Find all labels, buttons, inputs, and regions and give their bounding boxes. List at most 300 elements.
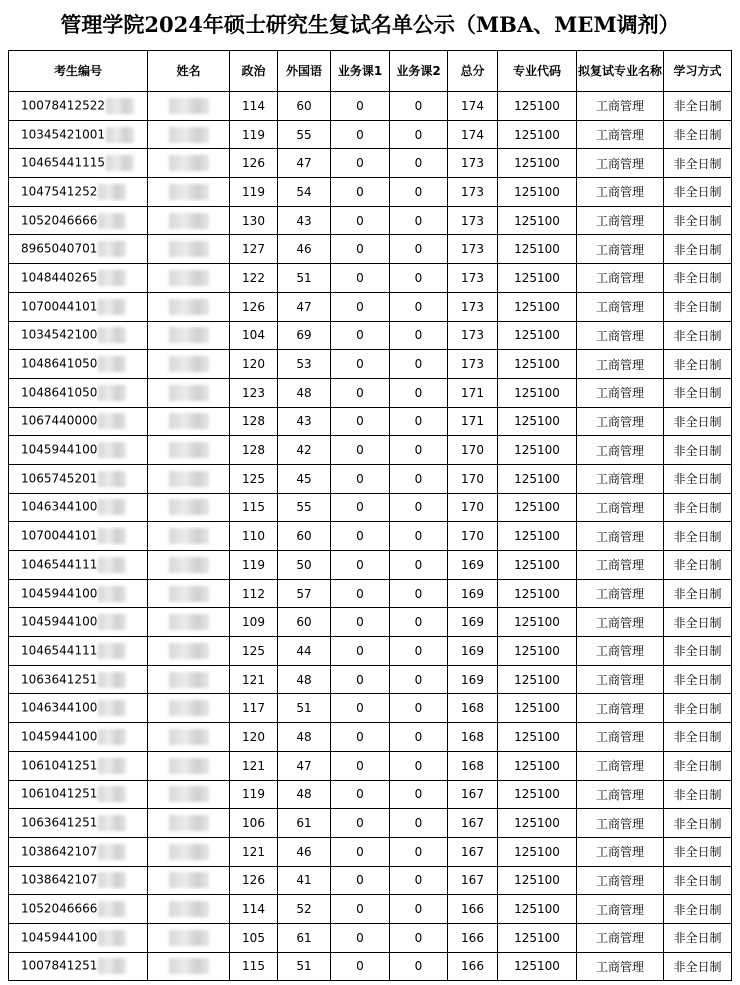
table-row: [9, 264, 732, 293]
cell-course-2: 0: [390, 809, 448, 838]
cell-major-code: 125100: [498, 350, 577, 379]
table-row: [9, 723, 732, 752]
cell-course-2: 0: [390, 665, 448, 694]
cell-exam-id: [9, 723, 148, 752]
cell-study-mode: 非全日制: [664, 923, 732, 952]
cell-major-name: 工商管理: [577, 723, 664, 752]
redaction-mask: [106, 155, 134, 171]
cell-foreign-language: 47: [278, 149, 331, 178]
cell-course-1: 0: [331, 321, 390, 350]
table-row: [9, 436, 732, 465]
cell-major-name: 工商管理: [577, 551, 664, 580]
cell-course-2: 0: [390, 493, 448, 522]
cell-major-name: 工商管理: [577, 120, 664, 149]
cell-major-code: 125100: [498, 178, 577, 207]
exam-id-text: 1052046666: [21, 213, 98, 228]
cell-course-1: 0: [331, 292, 390, 321]
cell-course-1: 0: [331, 522, 390, 551]
cell-politics: 123: [230, 378, 278, 407]
redaction-mask: [169, 213, 209, 229]
cell-course-1: 0: [331, 120, 390, 149]
cell-course-2: 0: [390, 350, 448, 379]
cell-exam-id: [9, 895, 148, 924]
redaction-mask: [98, 901, 126, 917]
cell-course-2: 0: [390, 178, 448, 207]
cell-foreign-language: 45: [278, 464, 331, 493]
cell-course-1: 0: [331, 665, 390, 694]
exam-id-text: 1048641050: [21, 356, 98, 371]
cell-politics: 121: [230, 665, 278, 694]
redaction-mask: [106, 127, 134, 143]
cell-study-mode: 非全日制: [664, 895, 732, 924]
redaction-mask: [169, 327, 209, 343]
cell-study-mode: 非全日制: [664, 92, 732, 121]
redaction-mask: [169, 930, 209, 946]
cell-politics: 110: [230, 522, 278, 551]
redaction-mask: [169, 442, 209, 458]
redaction-mask: [98, 815, 126, 831]
redaction-mask: [98, 413, 126, 429]
cell-course-2: 0: [390, 895, 448, 924]
cell-total: 170: [448, 493, 498, 522]
cell-total: 174: [448, 120, 498, 149]
cell-name: [148, 895, 230, 924]
cell-exam-id: [9, 378, 148, 407]
cell-foreign-language: 61: [278, 809, 331, 838]
cell-name: [148, 665, 230, 694]
cell-major-name: 工商管理: [577, 206, 664, 235]
redaction-mask: [169, 758, 209, 774]
exam-id-text: 1038642107: [21, 844, 98, 859]
cell-exam-id: [9, 206, 148, 235]
cell-politics: 121: [230, 751, 278, 780]
redaction-mask: [169, 614, 209, 630]
exam-id-text: 1065745201: [21, 471, 98, 486]
cell-major-name: 工商管理: [577, 464, 664, 493]
cell-study-mode: 非全日制: [664, 723, 732, 752]
redaction-mask: [169, 872, 209, 888]
cell-study-mode: 非全日制: [664, 264, 732, 293]
cell-course-1: 0: [331, 206, 390, 235]
cell-course-1: 0: [331, 923, 390, 952]
cell-total: 173: [448, 178, 498, 207]
column-header-major-name: 拟复试专业名称: [577, 51, 664, 92]
cell-exam-id: [9, 780, 148, 809]
cell-major-name: 工商管理: [577, 952, 664, 981]
exam-id-text: 10345421001: [21, 127, 105, 142]
redaction-mask: [98, 241, 126, 257]
redaction-mask: [98, 672, 126, 688]
cell-major-code: 125100: [498, 780, 577, 809]
cell-course-2: 0: [390, 235, 448, 264]
redaction-mask: [98, 786, 126, 802]
cell-politics: 120: [230, 723, 278, 752]
cell-course-1: 0: [331, 694, 390, 723]
redaction-mask: [98, 442, 126, 458]
redaction-mask: [98, 356, 126, 372]
redaction-mask: [169, 729, 209, 745]
table-header-row: [9, 51, 732, 92]
redaction-mask: [169, 385, 209, 401]
cell-name: [148, 551, 230, 580]
cell-foreign-language: 60: [278, 92, 331, 121]
cell-politics: 104: [230, 321, 278, 350]
cell-foreign-language: 54: [278, 178, 331, 207]
cell-study-mode: 非全日制: [664, 120, 732, 149]
cell-major-code: 125100: [498, 321, 577, 350]
cell-course-1: 0: [331, 149, 390, 178]
cell-course-1: 0: [331, 866, 390, 895]
cell-course-1: 0: [331, 493, 390, 522]
cell-exam-id: [9, 579, 148, 608]
cell-politics: 119: [230, 120, 278, 149]
table-row: [9, 321, 732, 350]
cell-exam-id: [9, 637, 148, 666]
cell-name: [148, 751, 230, 780]
exam-id-text: 1061041251: [21, 786, 98, 801]
cell-name: [148, 723, 230, 752]
column-header-course-1: 业务课1: [331, 51, 390, 92]
exam-id-text: 1045944100: [21, 586, 98, 601]
cell-course-2: 0: [390, 694, 448, 723]
table-row: [9, 866, 732, 895]
cell-major-name: 工商管理: [577, 178, 664, 207]
cell-major-code: 125100: [498, 837, 577, 866]
cell-course-2: 0: [390, 149, 448, 178]
cell-name: [148, 149, 230, 178]
cell-foreign-language: 48: [278, 780, 331, 809]
table-row: [9, 579, 732, 608]
cell-total: 168: [448, 694, 498, 723]
table-row: [9, 464, 732, 493]
cell-major-code: 125100: [498, 608, 577, 637]
cell-course-1: 0: [331, 780, 390, 809]
cell-exam-id: [9, 866, 148, 895]
column-header-study-mode: 学习方式: [664, 51, 732, 92]
cell-major-name: 工商管理: [577, 407, 664, 436]
exam-id-text: 1052046666: [21, 901, 98, 916]
candidate-table: [8, 50, 732, 981]
cell-name: [148, 120, 230, 149]
cell-major-code: 125100: [498, 206, 577, 235]
cell-foreign-language: 42: [278, 436, 331, 465]
column-header-total: 总分: [448, 51, 498, 92]
exam-id-text: 1047541252: [21, 184, 98, 199]
redaction-mask: [98, 844, 126, 860]
table-row: [9, 637, 732, 666]
column-header-major-code: 专业代码: [498, 51, 577, 92]
exam-id-text: 8965040701: [21, 241, 98, 256]
cell-course-1: 0: [331, 837, 390, 866]
cell-major-code: 125100: [498, 378, 577, 407]
cell-name: [148, 464, 230, 493]
exam-id-text: 1007841251: [21, 958, 98, 973]
cell-total: 166: [448, 923, 498, 952]
cell-major-name: 工商管理: [577, 608, 664, 637]
cell-exam-id: [9, 178, 148, 207]
cell-major-code: 125100: [498, 665, 577, 694]
cell-name: [148, 264, 230, 293]
table-row: [9, 493, 732, 522]
cell-major-code: 125100: [498, 751, 577, 780]
cell-total: 169: [448, 665, 498, 694]
cell-exam-id: [9, 665, 148, 694]
cell-politics: 114: [230, 895, 278, 924]
exam-id-text: 1046344100: [21, 499, 98, 514]
cell-study-mode: 非全日制: [664, 436, 732, 465]
cell-name: [148, 866, 230, 895]
cell-course-1: 0: [331, 723, 390, 752]
cell-total: 167: [448, 809, 498, 838]
cell-foreign-language: 44: [278, 637, 331, 666]
cell-study-mode: 非全日制: [664, 149, 732, 178]
cell-foreign-language: 51: [278, 264, 331, 293]
cell-course-1: 0: [331, 551, 390, 580]
cell-foreign-language: 53: [278, 350, 331, 379]
cell-course-2: 0: [390, 923, 448, 952]
cell-total: 167: [448, 837, 498, 866]
cell-course-2: 0: [390, 522, 448, 551]
cell-major-name: 工商管理: [577, 665, 664, 694]
cell-politics: 130: [230, 206, 278, 235]
table-row: [9, 923, 732, 952]
redaction-mask: [169, 557, 209, 573]
cell-major-code: 125100: [498, 120, 577, 149]
cell-course-2: 0: [390, 436, 448, 465]
cell-major-name: 工商管理: [577, 751, 664, 780]
exam-id-text: 1034542100: [21, 327, 98, 342]
cell-major-name: 工商管理: [577, 809, 664, 838]
cell-study-mode: 非全日制: [664, 780, 732, 809]
cell-foreign-language: 46: [278, 837, 331, 866]
redaction-mask: [169, 700, 209, 716]
cell-politics: 120: [230, 350, 278, 379]
cell-total: 173: [448, 206, 498, 235]
cell-total: 166: [448, 952, 498, 981]
redaction-mask: [98, 270, 126, 286]
exam-id-text: 1045944100: [21, 442, 98, 457]
redaction-mask: [169, 127, 209, 143]
cell-major-name: 工商管理: [577, 522, 664, 551]
table-row: [9, 665, 732, 694]
exam-id-text: 1070044101: [21, 299, 98, 314]
cell-study-mode: 非全日制: [664, 292, 732, 321]
cell-politics: 112: [230, 579, 278, 608]
cell-name: [148, 378, 230, 407]
cell-study-mode: 非全日制: [664, 178, 732, 207]
cell-exam-id: [9, 120, 148, 149]
cell-name: [148, 178, 230, 207]
cell-name: [148, 493, 230, 522]
cell-major-name: 工商管理: [577, 436, 664, 465]
cell-exam-id: [9, 608, 148, 637]
cell-exam-id: [9, 92, 148, 121]
column-header-foreign-language: 外国语: [278, 51, 331, 92]
cell-name: [148, 608, 230, 637]
cell-course-1: 0: [331, 264, 390, 293]
cell-study-mode: 非全日制: [664, 637, 732, 666]
redaction-mask: [98, 958, 126, 974]
cell-major-code: 125100: [498, 92, 577, 121]
redaction-mask: [169, 270, 209, 286]
column-header-exam-id: 考生编号: [9, 51, 148, 92]
cell-exam-id: [9, 436, 148, 465]
cell-major-name: 工商管理: [577, 923, 664, 952]
cell-major-name: 工商管理: [577, 493, 664, 522]
cell-study-mode: 非全日制: [664, 809, 732, 838]
cell-course-1: 0: [331, 751, 390, 780]
column-header-course-2: 业务课2: [390, 51, 448, 92]
cell-total: 167: [448, 780, 498, 809]
cell-name: [148, 407, 230, 436]
redaction-mask: [169, 815, 209, 831]
cell-total: 173: [448, 292, 498, 321]
cell-total: 173: [448, 264, 498, 293]
exam-id-text: 10465441115: [21, 155, 105, 170]
redaction-mask: [169, 241, 209, 257]
cell-major-name: 工商管理: [577, 866, 664, 895]
cell-name: [148, 321, 230, 350]
redaction-mask: [98, 729, 126, 745]
exam-id-text: 1063641251: [21, 815, 98, 830]
exam-id-text: 1045944100: [21, 614, 98, 629]
cell-name: [148, 579, 230, 608]
redaction-mask: [98, 184, 126, 200]
cell-study-mode: 非全日制: [664, 350, 732, 379]
cell-course-2: 0: [390, 551, 448, 580]
exam-id-text: 1048440265: [21, 270, 98, 285]
cell-study-mode: 非全日制: [664, 522, 732, 551]
cell-foreign-language: 48: [278, 723, 331, 752]
cell-major-code: 125100: [498, 149, 577, 178]
redaction-mask: [98, 614, 126, 630]
cell-politics: 128: [230, 436, 278, 465]
cell-foreign-language: 61: [278, 923, 331, 952]
cell-exam-id: [9, 551, 148, 580]
cell-exam-id: [9, 464, 148, 493]
cell-total: 171: [448, 407, 498, 436]
cell-course-2: 0: [390, 120, 448, 149]
cell-course-1: 0: [331, 895, 390, 924]
exam-id-text: 1045944100: [21, 930, 98, 945]
cell-foreign-language: 60: [278, 608, 331, 637]
cell-exam-id: [9, 350, 148, 379]
cell-course-2: 0: [390, 780, 448, 809]
cell-name: [148, 206, 230, 235]
table-row: [9, 895, 732, 924]
table-row: [9, 809, 732, 838]
cell-major-name: 工商管理: [577, 321, 664, 350]
redaction-mask: [106, 98, 134, 114]
cell-study-mode: 非全日制: [664, 694, 732, 723]
cell-course-2: 0: [390, 264, 448, 293]
cell-foreign-language: 55: [278, 120, 331, 149]
table-row: [9, 952, 732, 981]
exam-id-text: 1046544111: [21, 557, 98, 572]
table-row: [9, 92, 732, 121]
cell-foreign-language: 46: [278, 235, 331, 264]
cell-exam-id: [9, 837, 148, 866]
redaction-mask: [98, 299, 126, 315]
cell-course-1: 0: [331, 378, 390, 407]
redaction-mask: [98, 213, 126, 229]
redaction-mask: [169, 844, 209, 860]
cell-study-mode: 非全日制: [664, 551, 732, 580]
exam-id-text: 1046544111: [21, 643, 98, 658]
cell-name: [148, 436, 230, 465]
cell-study-mode: 非全日制: [664, 665, 732, 694]
cell-major-code: 125100: [498, 694, 577, 723]
cell-major-code: 125100: [498, 637, 577, 666]
column-header-politics: 政治: [230, 51, 278, 92]
cell-politics: 128: [230, 407, 278, 436]
table-row: [9, 780, 732, 809]
cell-name: [148, 694, 230, 723]
cell-course-1: 0: [331, 809, 390, 838]
exam-id-text: 1048641050: [21, 385, 98, 400]
cell-course-1: 0: [331, 637, 390, 666]
cell-total: 170: [448, 464, 498, 493]
cell-major-name: 工商管理: [577, 264, 664, 293]
cell-study-mode: 非全日制: [664, 837, 732, 866]
cell-foreign-language: 50: [278, 551, 331, 580]
cell-course-1: 0: [331, 350, 390, 379]
cell-foreign-language: 69: [278, 321, 331, 350]
cell-major-code: 125100: [498, 522, 577, 551]
cell-study-mode: 非全日制: [664, 866, 732, 895]
redaction-mask: [169, 413, 209, 429]
cell-total: 169: [448, 637, 498, 666]
cell-major-code: 125100: [498, 407, 577, 436]
cell-politics: 119: [230, 780, 278, 809]
exam-id-text: 1045944100: [21, 729, 98, 744]
table-row: [9, 608, 732, 637]
cell-major-code: 125100: [498, 579, 577, 608]
redaction-mask: [169, 499, 209, 515]
table-row: [9, 837, 732, 866]
cell-major-code: 125100: [498, 493, 577, 522]
cell-total: 170: [448, 522, 498, 551]
cell-total: 169: [448, 579, 498, 608]
cell-name: [148, 637, 230, 666]
cell-study-mode: 非全日制: [664, 493, 732, 522]
cell-course-2: 0: [390, 608, 448, 637]
cell-study-mode: 非全日制: [664, 321, 732, 350]
cell-course-2: 0: [390, 579, 448, 608]
cell-name: [148, 235, 230, 264]
cell-exam-id: [9, 321, 148, 350]
cell-politics: 105: [230, 923, 278, 952]
exam-id-text: 1070044101: [21, 528, 98, 543]
cell-major-name: 工商管理: [577, 637, 664, 666]
table-row: [9, 178, 732, 207]
exam-id-text: 1067440000: [21, 413, 98, 428]
cell-total: 167: [448, 866, 498, 895]
exam-id-text: 10078412522: [21, 98, 105, 113]
redaction-mask: [169, 299, 209, 315]
redaction-mask: [169, 958, 209, 974]
cell-study-mode: 非全日制: [664, 235, 732, 264]
cell-politics: 119: [230, 551, 278, 580]
cell-course-1: 0: [331, 178, 390, 207]
cell-course-1: 0: [331, 407, 390, 436]
cell-major-code: 125100: [498, 895, 577, 924]
cell-politics: 126: [230, 149, 278, 178]
cell-major-name: 工商管理: [577, 292, 664, 321]
cell-foreign-language: 52: [278, 895, 331, 924]
redaction-mask: [169, 672, 209, 688]
cell-foreign-language: 43: [278, 407, 331, 436]
